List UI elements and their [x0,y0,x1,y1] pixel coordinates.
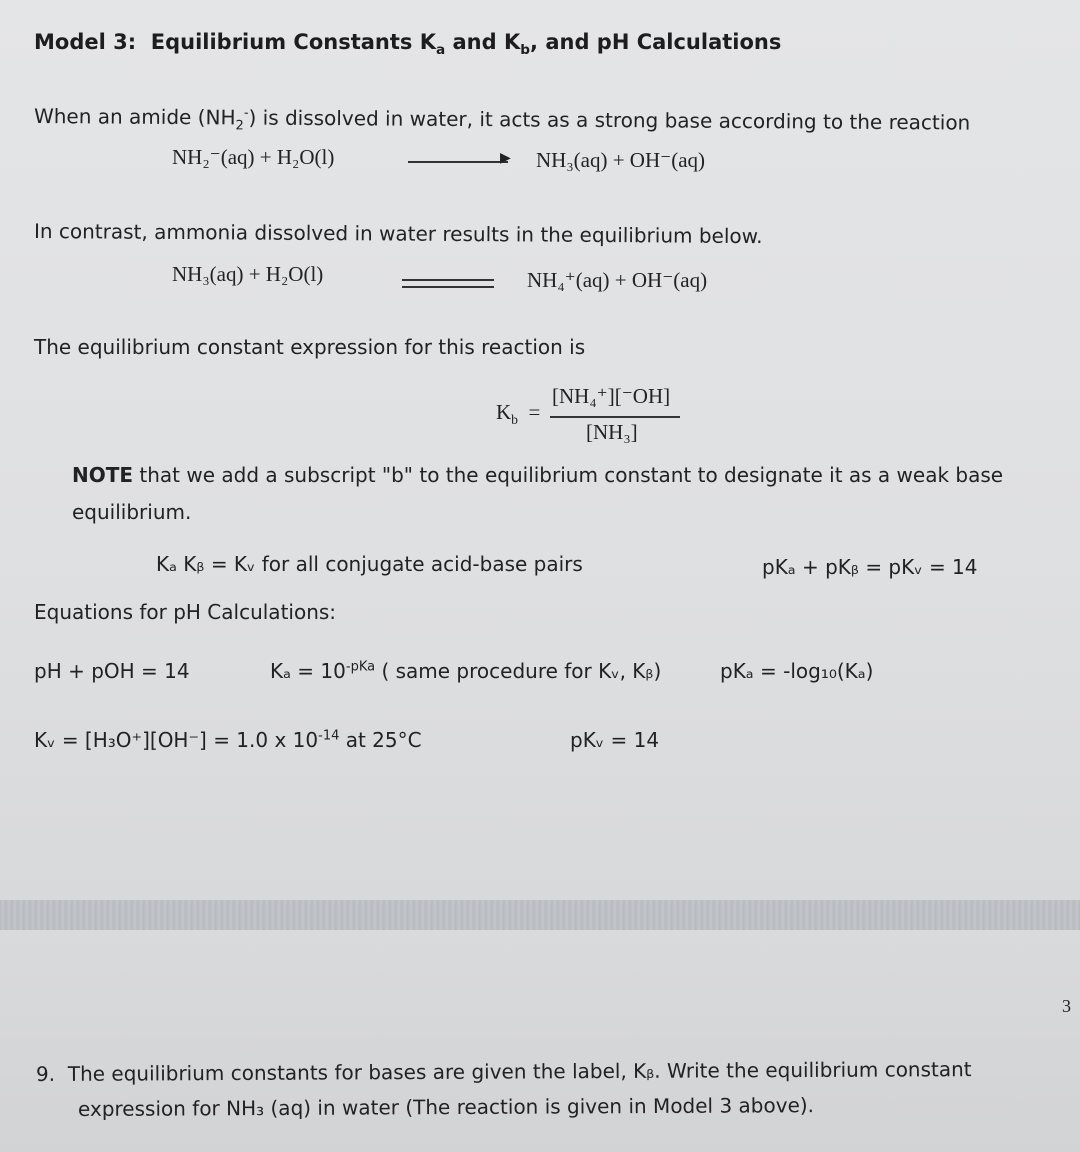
reaction-arrow-head-icon: ▶ [500,150,511,166]
equilibrium-arrow-reverse [402,286,494,288]
title-sub-b: b [520,42,531,59]
eq-ka-base: Kₐ = 10 [270,659,346,683]
kb-numerator: [NH₄⁺][⁻OH] [552,384,671,408]
title-main: Equilibrium Constants K [150,30,436,54]
reaction1-left: NH₂⁻(aq) + H₂O(l) [172,145,335,169]
eq-ph-poh: pH + pOH = 14 [34,659,190,683]
title-end: , and pH Calculations [530,30,782,54]
eq-pkw: pKᵥ = 14 [570,728,660,752]
question-9-line-2: expression for NH₃ (aq) in water (The reaction is given in Model 3 above). [77,1093,815,1121]
kb-equals: = [528,400,541,424]
model-title [34,30,782,59]
relation-ka-kb: Kₐ Kᵦ = Kᵥ for all conjugate acid-base pairs [156,552,583,576]
eq-kw-exponent: -14 [318,728,340,744]
note-line-1 [72,463,1003,487]
eq-ka-exponent: -pKa [345,659,376,675]
reaction2-right: NH₄⁺(aq) + OH⁻(aq) [527,268,708,292]
note-bold: NOTE [72,463,134,487]
page-number: 3 [1062,996,1071,1016]
kb-lhs [496,400,541,428]
eq-ka-note: ( same procedure for Kᵥ, Kᵦ) [375,659,662,683]
reaction-arrow-line [408,161,508,163]
kb-denominator: [NH₃] [586,420,638,444]
eq-kw [34,728,422,752]
page-divider-band [0,900,1080,930]
relation-pka-pkb: pKₐ + pKᵦ = pKᵥ = 14 [762,555,978,579]
title-and: and K [445,30,521,54]
intro-amide-sup: - [243,105,249,121]
kb-fraction-bar [550,416,680,418]
question-text-1: The equilibrium constants for bases are given the label, Kᵦ. Write the equilibrium constant [67,1057,972,1086]
eq-kw-base: Kᵥ = [H₃O⁺][OH⁻] = 1.0 x 10 [34,728,319,752]
question-9-line-1 [36,1057,972,1086]
eq-pka: pKₐ = -log₁₀(Kₐ) [720,659,874,683]
intro-ammonia: In contrast, ammonia dissolved in water results in the equilibrium below. [33,219,763,249]
note-text: that we add a subscript "b" to the equilibrium constant to designate it as a weak base [133,463,1004,487]
intro-amide-text: When an amide (NH [33,104,236,130]
intro-amide-sub: 2 [235,118,244,134]
title-prefix: Model 3: [34,30,137,54]
kb-lhs-k: K [496,400,512,424]
title-sub-a: a [435,42,446,59]
eq-ka [270,659,661,683]
reaction1-right: NH₃(aq) + OH⁻(aq) [536,148,706,172]
equations-heading: Equations for pH Calculations: [34,600,337,624]
intro-amide-end: ) is dissolved in water, it acts as a strong base according to the reaction [248,105,971,135]
intro-expression: The equilibrium constant expression for this reaction is [34,335,586,359]
question-number: 9. [35,1061,56,1086]
reaction2-left: NH₃(aq) + H₂O(l) [172,262,324,286]
kb-lhs-sub: b [511,412,518,428]
eq-kw-end: at 25°C [339,728,422,752]
note-line-2: equilibrium. [72,500,192,524]
equilibrium-arrow-forward [402,279,494,281]
